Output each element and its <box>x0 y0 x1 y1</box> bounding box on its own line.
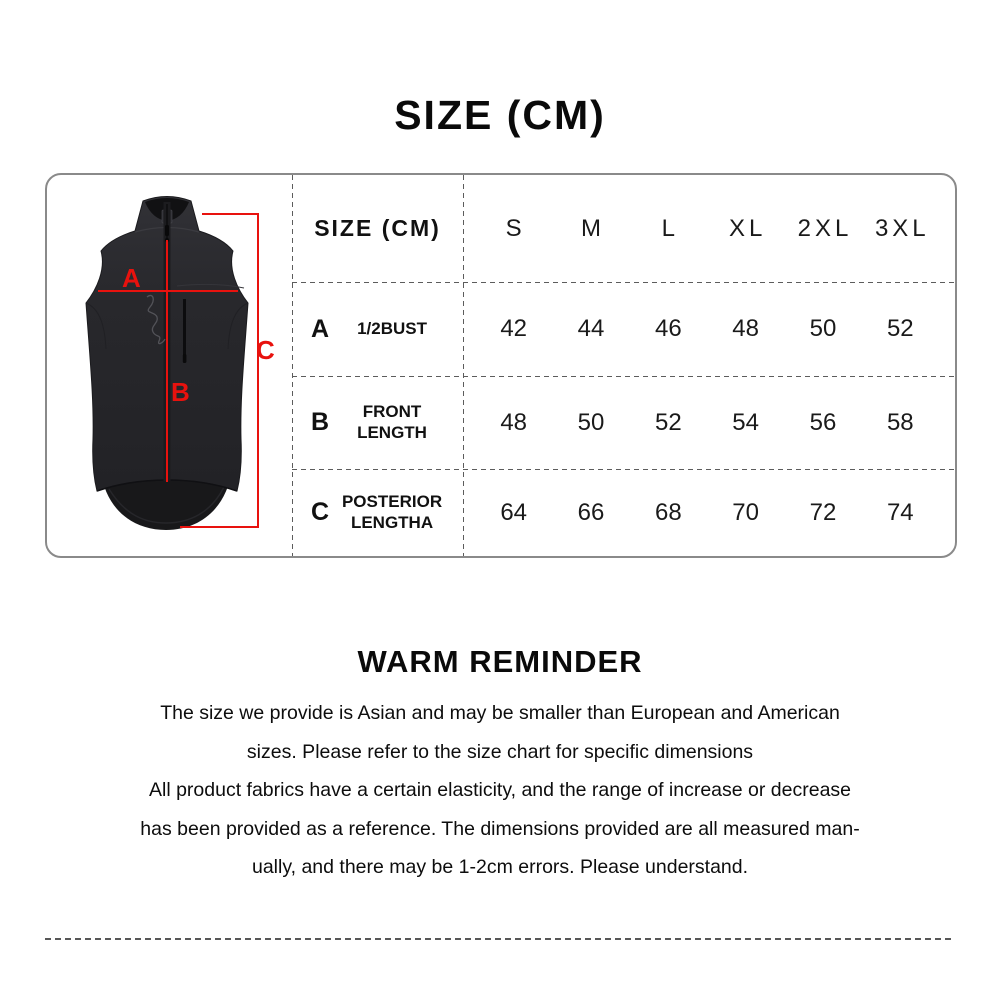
row-letter: A <box>310 314 330 343</box>
warm-reminder-text <box>0 694 1000 887</box>
size-value: 48 <box>500 408 528 436</box>
row-label: FRONT LENGTH <box>357 402 427 442</box>
size-value: 46 <box>654 315 682 342</box>
row-label: POSTERIOR LENGTHA <box>341 492 443 532</box>
size-value: 56 <box>809 408 837 436</box>
size-value: 44 <box>577 315 605 342</box>
column-header-l: L <box>661 214 679 242</box>
size-value: 74 <box>886 498 914 526</box>
size-value: 58 <box>886 408 914 436</box>
row-label: 1/2BUST <box>357 318 427 338</box>
row-letter: B <box>310 408 330 436</box>
table-header-row <box>292 175 955 282</box>
size-value: 50 <box>577 408 605 436</box>
table-row-posterior-length <box>292 469 955 556</box>
zipper-pull <box>165 225 169 236</box>
page-title: SIZE (CM) <box>394 92 606 138</box>
column-header-s: S <box>505 214 526 242</box>
reminder-line: All product fabrics have a certain elasticity, and the range of increase or decrease <box>148 779 852 802</box>
column-header-xl: XL <box>728 214 767 242</box>
bottom-dashed-divider <box>45 938 955 940</box>
size-value: 48 <box>732 315 759 342</box>
reminder-line: ually, and there may be 1-2cm errors. Please understand. <box>251 856 749 879</box>
table-row-bust <box>292 282 955 376</box>
column-header-3xl: 3XL <box>874 214 930 242</box>
size-table <box>292 175 955 556</box>
size-value: 66 <box>577 498 605 526</box>
size-value: 72 <box>809 498 837 526</box>
size-value: 52 <box>654 408 682 436</box>
table-header-size-cm: SIZE (CM) <box>314 215 441 241</box>
product-vest-image <box>65 189 267 547</box>
size-value: 52 <box>886 315 914 342</box>
size-chart-panel <box>45 173 957 558</box>
size-value: 70 <box>732 498 759 526</box>
warm-reminder-title: WARM REMINDER <box>357 644 643 679</box>
reminder-line: has been provided as a reference. The dimensions provided are all measured man- <box>140 817 860 840</box>
reminder-line: The size we provide is Asian and may be smaller than European and American <box>160 702 840 724</box>
measure-label-c: C <box>256 335 275 365</box>
measure-label-a: A <box>122 263 141 293</box>
column-header-2xl: 2XL <box>797 214 853 242</box>
table-row-front-length <box>292 376 955 469</box>
row-letter: C <box>310 498 330 526</box>
size-value: 64 <box>500 498 528 526</box>
column-header-m: M <box>580 214 605 242</box>
size-value: 42 <box>500 315 528 342</box>
measure-label-b: B <box>171 377 190 407</box>
size-value: 50 <box>809 315 837 342</box>
size-value: 68 <box>654 498 682 526</box>
reminder-line: sizes. Please refer to the size chart for specific dimensions <box>246 740 754 763</box>
size-value: 54 <box>732 408 759 436</box>
